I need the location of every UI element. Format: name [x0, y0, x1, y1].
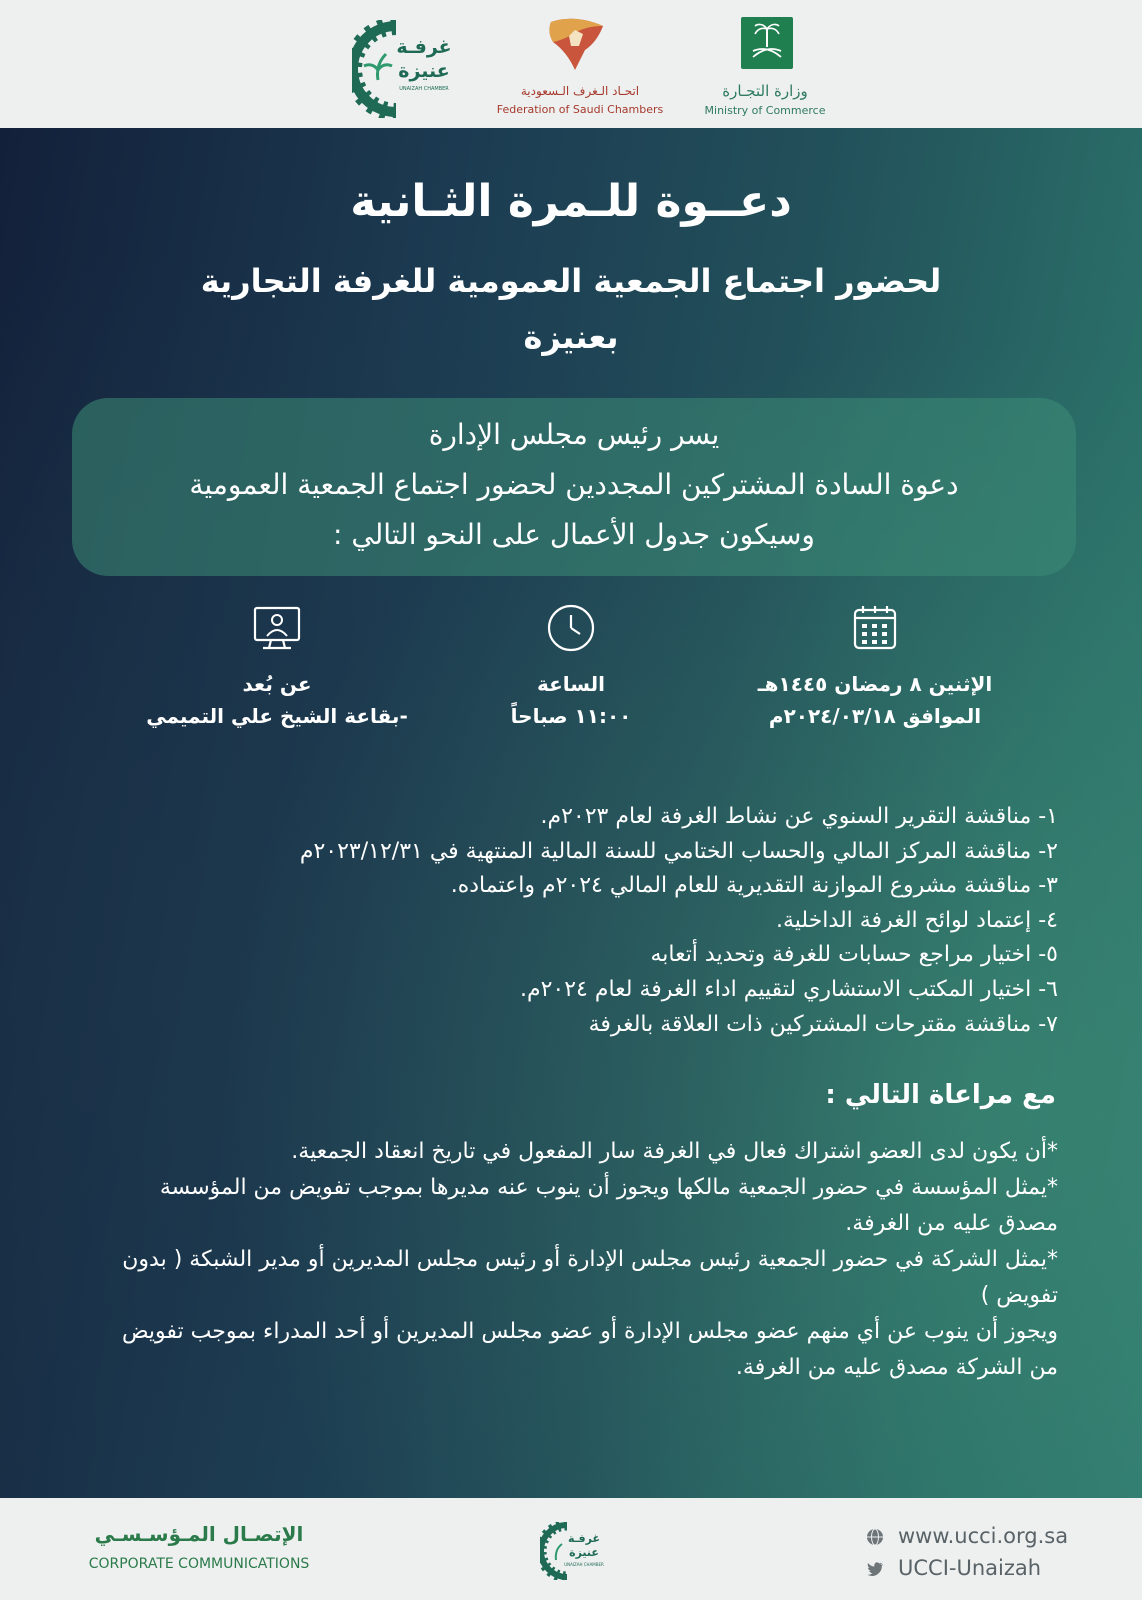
page-title: دعــوة للـمرة الثـانية: [350, 176, 792, 227]
intro-line-1: يسر رئيس مجلس الإدارة: [428, 418, 720, 451]
intro-line-2: دعوة السادة المشتركين المجددين لحضور اجتماع الجمعية العمومية: [189, 468, 959, 501]
twitter-bird-icon: [866, 1560, 884, 1578]
date-gregorian: الموافق ٢٠٢٤/٠٣/١٨م: [768, 704, 982, 728]
unaizah-logo-word-2: عنيزة: [398, 60, 450, 82]
agenda-item: ٥- اختيار مراجع حسابات للغرفة وتحديد أتعابه: [650, 942, 1058, 968]
invitation-panel: [0, 128, 1142, 1498]
time-label: الساعة: [536, 672, 606, 696]
unaizah-chamber-logo: [352, 0, 462, 128]
intro-box: [72, 398, 1076, 576]
place-mode: عن بُعد: [242, 672, 312, 696]
remote-monitor-icon: [249, 600, 305, 656]
date-hijri: الإثنين ٨ رمضان ١٤٤٥هـ: [757, 672, 993, 696]
agenda-item: ٢- مناقشة المركز المالي والحساب الختامي للسنة المالية المنتهية في ٢٠٢٣/١٢/٣١م: [299, 838, 1058, 864]
website-link[interactable]: [866, 1524, 1076, 1552]
footer-logo-word-2: عنيزة: [569, 1546, 599, 1559]
note-item: *أن يكون لدى العضو اشتراك فعال في الغرفة سار المفعول في تاريخ انعقاد الجمعية.: [291, 1139, 1058, 1164]
ministry-of-commerce-logo: [700, 0, 830, 128]
note-item: *يمثل المؤسسة في حضور الجمعية مالكها ويجوز أن ينوب عنه مديرها بموجب تفويض من المؤسسة مصدق عليه من الغرفة.: [159, 1175, 1058, 1236]
federation-emblem-icon: [545, 12, 607, 74]
corporate-communications-ar: الإتصـال المـؤسـسـي: [94, 1522, 304, 1546]
info-time: [431, 600, 711, 732]
ministry-name-ar: وزارة التجـارة: [722, 82, 808, 100]
header-logos: [0, 0, 1142, 128]
palm-swords-emblem-icon: [741, 17, 793, 69]
info-date: [735, 600, 1015, 732]
note-item: *يمثل الشركة في حضور الجمعية رئيس مجلس الإدارة أو رئيس مجلس المديرين أو مدير الشبكة ( بدون تفويض ): [122, 1247, 1058, 1308]
intro-line-3: وسيكون جدول الأعمال على النحو التالي :: [333, 518, 815, 551]
notes-list: [108, 1134, 1058, 1386]
agenda-list: [118, 800, 1058, 1042]
clock-icon: [543, 600, 599, 656]
agenda-item: ٤- إعتماد لوائح الغرفة الداخلية.: [775, 907, 1058, 933]
corporate-communications-en: CORPORATE COMMUNICATIONS: [88, 1556, 310, 1572]
ministry-name-en: Ministry of Commerce: [704, 104, 826, 117]
footer-logo-en: UNAIZAH CHAMBER: [564, 1562, 604, 1567]
footer-unaizah-logo: [540, 1518, 606, 1584]
unaizah-logo-en: UNAIZAH CHAMBER: [399, 86, 449, 92]
federation-name-ar: اتحـاد الـغرف الـسعودية: [520, 84, 640, 98]
globe-icon: [866, 1528, 884, 1546]
federation-logo: [490, 0, 670, 128]
federation-name-en: Federation of Saudi Chambers: [496, 103, 664, 116]
footer: [0, 1498, 1142, 1600]
place-hall: -بقاعة الشيخ علي التميمي: [146, 704, 408, 728]
considerations-title: مع مراعاة التالي :: [825, 1080, 1056, 1110]
agenda-item: ٦- اختيار المكتب الاستشاري لتقييم اداء الغرفة لعام ٢٠٢٤م.: [519, 976, 1058, 1002]
time-value: ١١:٠٠ صباحاً: [510, 704, 632, 728]
unaizah-logo-word-1: غرفـة: [396, 36, 452, 58]
note-item: ويجوز أن ينوب عن أي منهم عضو مجلس الإدارة أو عضو مجلس المديرين أو أحد المدراء بموجب تفويض من الشركة مصدق عليه من الغرفة.: [121, 1319, 1058, 1380]
footer-logo-word-1: غرفـة: [568, 1532, 600, 1545]
agenda-item: ١- مناقشة التقرير السنوي عن نشاط الغرفة لعام ٢٠٢٣م.: [540, 804, 1058, 829]
twitter-handle: UCCI-Unaizah: [898, 1556, 1042, 1580]
twitter-link[interactable]: [866, 1556, 1076, 1584]
info-place: [127, 600, 427, 732]
calendar-icon: [847, 600, 903, 656]
page-subtitle: لحضور اجتماع الجمعية العمومية للغرفة التجارية بعنيزة: [200, 262, 942, 356]
agenda-item: ٧- مناقشة مقترحات المشتركين ذات العلاقة بالغرفة: [588, 1011, 1058, 1037]
agenda-item: ٣- مناقشة مشروع الموازنة التقديرية للعام المالي ٢٠٢٤م واعتماده.: [450, 873, 1058, 899]
website-url: www.ucci.org.sa: [898, 1524, 1069, 1548]
